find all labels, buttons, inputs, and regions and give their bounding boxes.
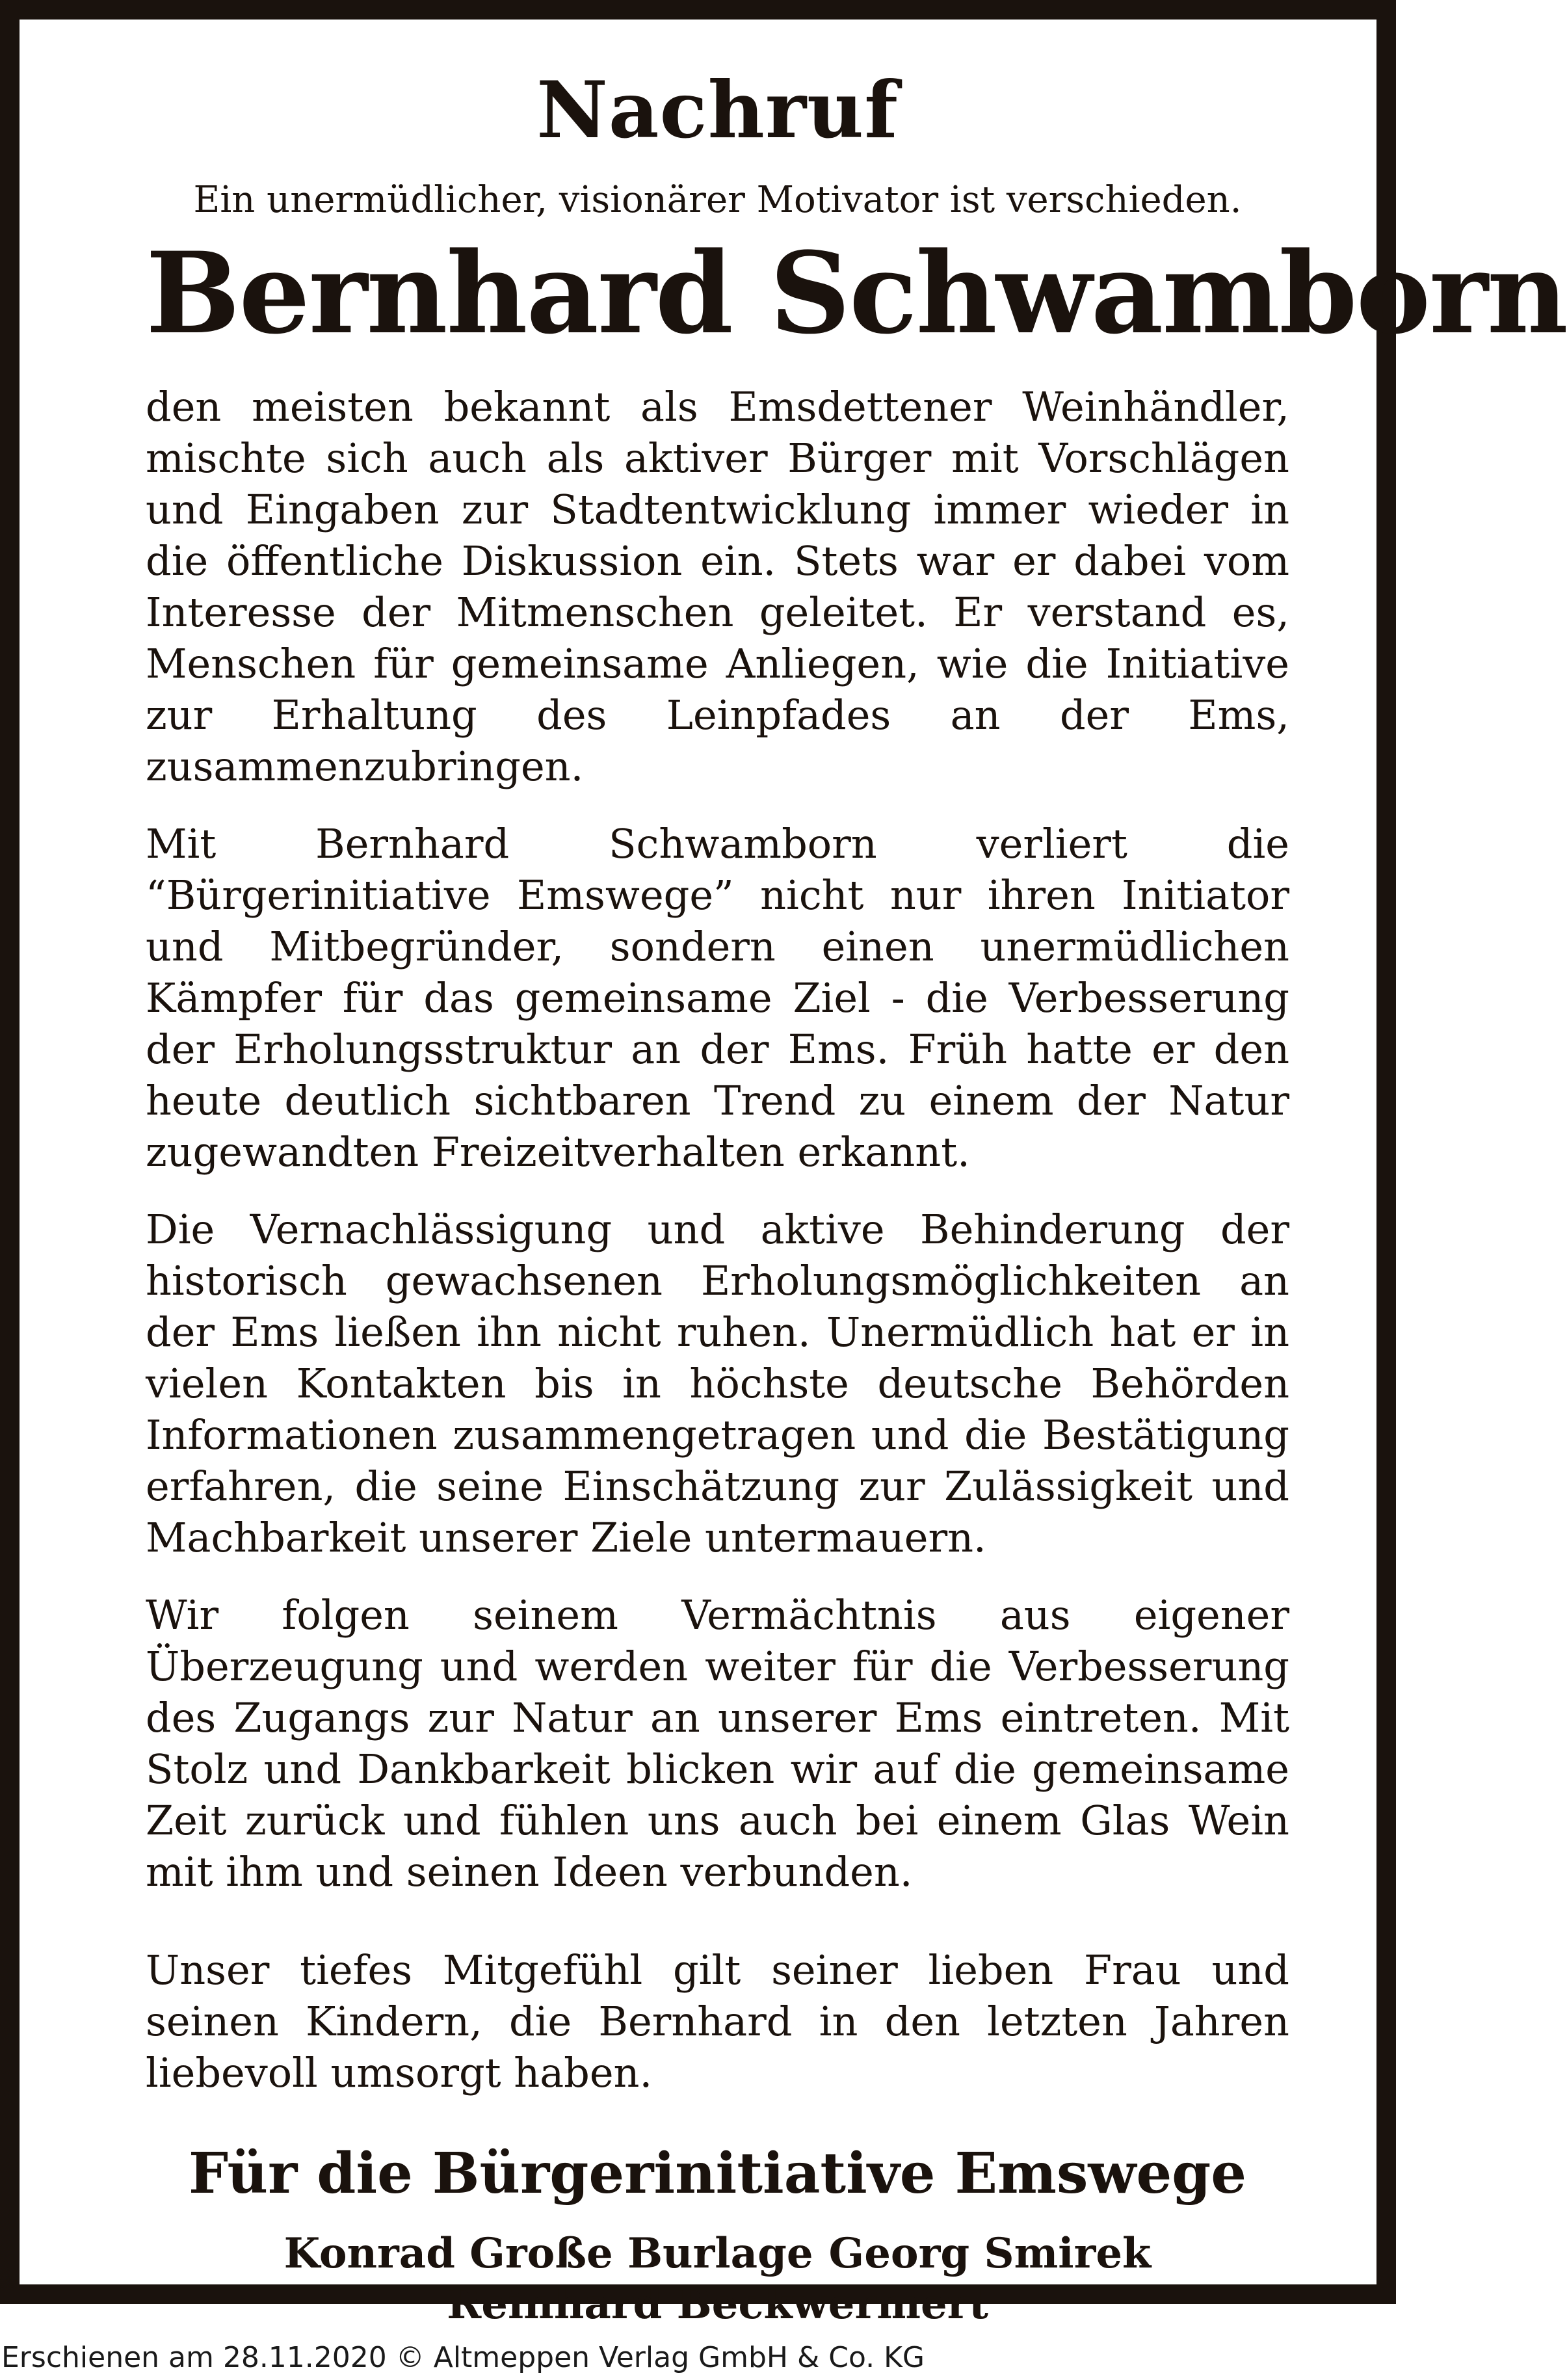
publication-footer: Erschienen am 28.11.2020 © Altmeppen Verlag GmbH & Co. KG bbox=[1, 2341, 925, 2374]
signers-block bbox=[146, 2228, 1289, 2330]
deceased-name: Bernhard Schwamborn bbox=[146, 227, 1567, 359]
obituary-content bbox=[146, 64, 1567, 2330]
signer-name: Reinhard Beckwermert bbox=[447, 2280, 988, 2329]
body-paragraph-4: Wir folgen seinem Vermächtnis aus eigener Überzeugung und werden weiter für die Verbesserung des Zugangs zur Natur an unserer Ems eintreten. Mit Stolz und Dankbarkeit blicken wir auf die gemeinsame Zeit zurück und fühlen uns auch bei einem Glas Wein mit ihm und seinen Ideen verbunden. bbox=[146, 1591, 1289, 1896]
organization-name: Für die Bürgerinitiative Emswege bbox=[188, 2141, 1247, 2206]
body-paragraph-3: Die Vernachlässigung und aktive Behinderung der historisch gewachsenen Erholungsmöglichkeiten an der Ems ließen ihn nicht ruhen. Unermüdlich hat er in vielen Kontakten bis in höchste deutsche Behörden Informationen zusammengetragen und die Bestätigung erfahren, die seine Einschätzung zur Zulässigkeit und Machbarkeit unserer Ziele untermauern. bbox=[146, 1206, 1289, 1561]
signers-line-2 bbox=[146, 2279, 1289, 2330]
notice-intro: Ein unermüdlicher, visionärer Motivator ist verschieden. bbox=[193, 179, 1242, 221]
notice-heading: Nachruf bbox=[536, 64, 899, 156]
signer-name: Konrad Große Burlage bbox=[283, 2229, 813, 2278]
signer-name: Georg Smirek bbox=[828, 2229, 1152, 2278]
body-paragraph-2: Mit Bernhard Schwamborn verliert die “Bürgerinitiative Emswege” nicht nur ihren Initiator und Mitbegründer, sondern einen unermüdlichen Kämpfer für das gemeinsame Ziel - die Verbesserung der Erholungsstruktur an der Ems. Früh hatte er den heute deutlich sichtbaren Trend zu einem der Natur zugewandten Freizeitverhalten erkannt. bbox=[146, 820, 1289, 1176]
body-paragraph-1: den meisten bekannt als Emsdettener Weinhändler, mischte sich auch als aktiver Bürger mit Vorschlägen und Eingaben zur Stadtentwicklung immer wieder in die öffentliche Diskussion ein. Stets war er dabei vom Interesse der Mitmenschen geleitet. Er verstand es, Menschen für gemeinsame Anliegen, wie die Initiative zur Erhaltung des Leinpfades an der Ems, zusammenzubringen. bbox=[146, 383, 1289, 790]
signers-line-1 bbox=[146, 2228, 1289, 2279]
body-paragraph-5: Unser tiefes Mitgefühl gilt seiner lieben Frau und seinen Kindern, die Bernhard in den letzten Jahren liebevoll umsorgt haben. bbox=[146, 1946, 1289, 2096]
